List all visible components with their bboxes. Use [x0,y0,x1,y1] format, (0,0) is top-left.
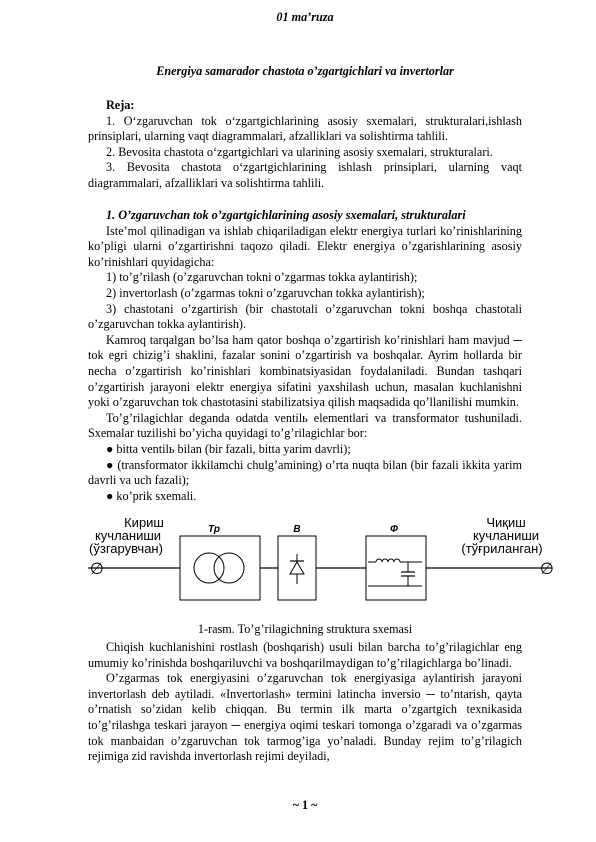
input-terminal: ∅ [90,561,104,578]
paragraph: Chiqish kuchlanishini rostlash (boshqarish) usuli bilan barcha to’g’rilagichlar eng umumiy ko’rinishda boshqariluvchi va boshqarilmaydigan to’g’rilagichlarga bo’linadi. [88,640,522,670]
plan-item: 1. O‘zgaruvchan tok o‘zgartgichlarining asosiy sxemalari, strukturalari,ishlash prinsiplari, ularning vaqt diagrammalari, afzalliklari va solishtirma tahlili. [88,113,522,144]
paragraph: Kamroq tarqalgan bo’lsa ham qator boshqa o’zgartirish ko’rinishlari ham mavjud ─ tok egri chizig’i shaklini, fazalar sonini o’zgartirish va boshqalar. Ayrim hollarda bir necha o’zgartirish ko’rinishlari kombinatsiyasidan foydalaniladi. Bundan tashqari o’zgartirish jarayoni elektr energiya sifatini yaxshilash uchun, masalan kuchlanishni yoki o’zgaruvchan tok chastotasini stabilizatsiya qilish maqsadida qo’llanilishi mumkin. [88,332,522,410]
section-1 [88,208,522,504]
diagram-svg [88,516,558,616]
paragraph: O’zgarmas tok energiyasini o’zgaruvchan tok energiyasiga aylantirish jarayoni invertorlash deb aytiladi. «Invertorlash» termini latincha inversio ─ to’ntarish, qayta o’rnatish so’zidan kelib chiqqan. Bu termin ilk marta o’zgartgich texnikasida to’g’rilashga teskari jarayon ─ energiya oqimi teskari tomonga o’zgaradi va o’zgarmas tok manbaidan o’zgaruvchan tok tarmog’iga yo’naladi. Bunday rejim to’g’rilagich rejimiga zid ravishda invertorlash rejimi deyiladi, [88,671,522,764]
plan-label: Reja: [106,98,135,112]
output-label-line: (тўғриланган) [461,541,543,556]
paragraph: Iste’mol qilinadigan va ishlab chiqariladigan elektr energiya turlari ko’rinishlarining ko’pligi ularni o’zgartirishni taqozo qiladi. Elektr energiya o’zgarishlarining asosiy ko’rinishlari quyidagicha: [88,223,522,269]
filter-icon [366,536,426,600]
input-label-line: кучланиши [94,528,162,543]
paragraph: To’g’rilagichlar deganda odatda ventilь elementlari va transformator tushuniladi. Sxemalar tuzilishi bo’yicha quyidagi to’g’rilagichlar bor: [88,410,522,441]
list-item: 3) chastotani o’zgartirish (bir chastotali o’zgaruvchan tokni boshqa chastotali o’zgaruvchan tokka aylantirish). [88,301,522,332]
document-title: Energiya samarador chastota o’zgartgichlari va invertorlar [156,64,454,78]
filter-label: Ф [390,524,398,535]
plan-item: 3. Bevosita chastota o‘zgartgichlarining ishlash prinsiplari, ularning vaqt diagrammalari, afzalliklari va solishtirma tahlili. [88,160,522,190]
transformer-label: Тр [208,524,220,535]
bullet-item: ● bitta ventilь bilan (bir fazali, bitta yarim davrli); [106,441,351,456]
input-label-line: Кириш [124,516,164,530]
bullet-item: ● (transformator ikkilamchi chulg’amining) o’rta nuqta bilan (bir fazali ikkita yarim davrli va uch fazali); [88,457,522,488]
bullet-item: ● ko’prik sxemali. [106,488,197,503]
lecture-number: 01 ma’ruza [276,10,334,24]
section-heading: 1. O’zgaruvchan tok o’zgartgichlarining asosiy sxemalari, strukturalari [106,208,466,222]
list-item: 1) to’g’rilash (o’zgaruvchan tokni o’zgarmas tokka aylantirish); [106,270,418,285]
rectifier-structure-diagram [88,516,558,616]
plan-item: 2. Bevosita chastota o‘zgartgichlari va ularining asosiy sxemalari, strukturalari. [106,144,493,159]
transformer-icon [180,536,260,600]
section-1-continued [88,640,522,765]
input-label-line: (ўзгарувчан) [89,541,163,556]
valve-label: В [293,524,301,535]
list-item: 2) invertorlash (o’zgarmas tokni o’zgaruvchan tokka aylantirish); [106,285,425,300]
diode-icon [278,536,316,600]
output-label-line: кучланиши [472,528,540,543]
page-number: ~ 1 ~ [292,798,318,812]
output-terminal: ∅ [540,561,554,578]
figure-caption: 1-rasm. To’g’rilagichning struktura sxemasi [197,622,413,636]
output-label-line: Чиқиш [486,516,526,530]
plan-section [88,98,522,192]
